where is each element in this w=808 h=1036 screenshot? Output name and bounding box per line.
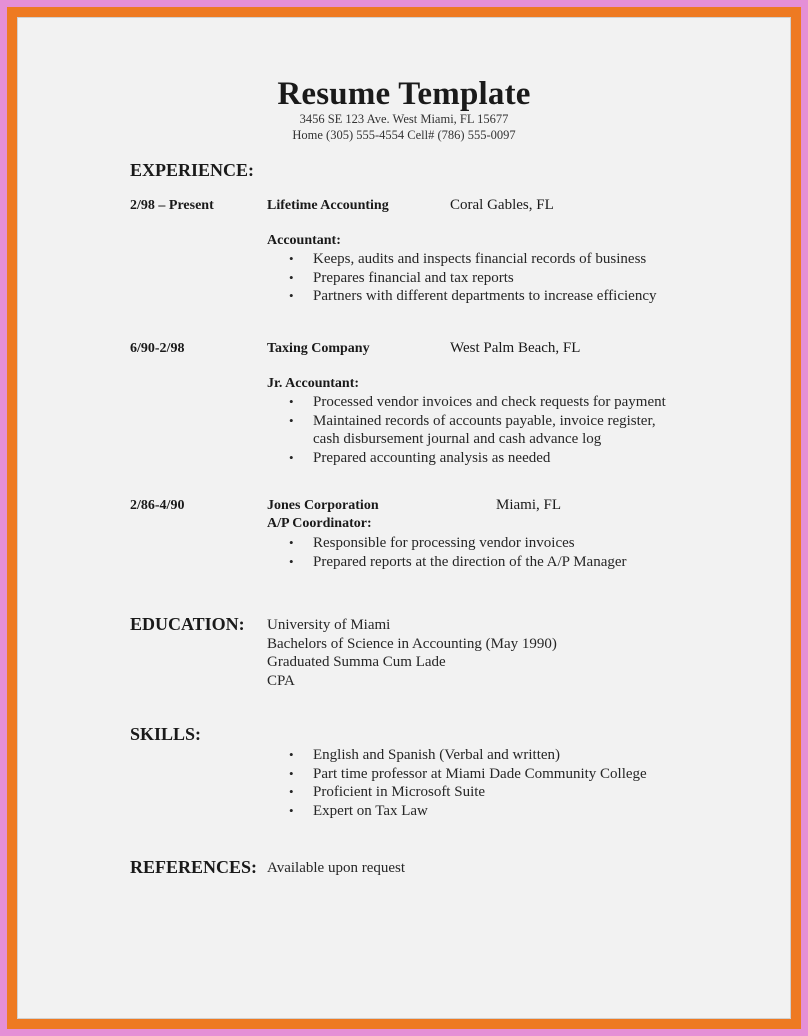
job-1-location: Coral Gables, FL [450,197,554,213]
skills-list [289,746,647,820]
skills-heading: SKILLS: [130,724,202,744]
job-3-role: A/P Coordinator: [267,516,372,531]
list-item: CPA [267,672,295,689]
list-item: • Keeps, audits and inspects financial records of business [289,251,647,267]
page-title: Resume Template [277,76,531,112]
experience-heading: EXPERIENCE: [130,160,255,180]
list-item: • Prepared accounting analysis as needed [289,449,551,466]
list-item: • Part time professor at Miami Dade Community College [289,765,647,782]
list-item: cash disbursement journal and cash advance log [313,431,602,447]
references-heading: REFERENCES: [130,857,258,877]
resume-page [17,17,791,1019]
list-item: • Proficient in Microsoft Suite [289,784,486,800]
list-item: University of Miami [267,617,391,633]
education-heading: EDUCATION: [130,614,245,634]
education-lines [267,616,557,690]
list-item: • Processed vendor invoices and check requests for payment [289,394,666,410]
address-line: 3456 SE 123 Ave. West Miami, FL 15677 [299,112,509,126]
job-3-bullets [289,534,627,571]
references-text: Available upon request [267,860,406,876]
job-2-location: West Palm Beach, FL [450,340,581,356]
list-item: • Maintained records of accounts payable, invoice register, [289,412,656,429]
job-2-role: Jr. Accountant: [267,376,360,391]
list-item: Bachelors of Science in Accounting (May 1990) [267,635,557,652]
job-3-company: Jones Corporation [267,498,379,513]
job-1-dates: 2/98 – Present [130,198,214,213]
list-item: • English and Spanish (Verbal and written) [289,747,561,763]
list-item: • Prepares financial and tax reports [289,269,514,286]
list-item: Graduated Summa Cum Lade [267,654,446,670]
job-1-role: Accountant: [267,233,341,248]
list-item: • Prepared reports at the direction of the A/P Manager [289,553,627,570]
list-item: • Expert on Tax Law [289,802,428,819]
list-item: • Responsible for processing vendor invoices [289,535,575,551]
job-2-company: Taxing Company [267,341,370,356]
job-3-dates: 2/86-4/90 [130,498,185,513]
job-1-company: Lifetime Accounting [267,198,389,213]
list-item: • Partners with different departments to increase efficiency [289,288,657,304]
job-3-location: Miami, FL [496,497,562,513]
job-2-bullets [289,393,666,467]
job-2-dates: 6/90-2/98 [130,341,185,356]
job-1-bullets [289,250,657,306]
phone-line: Home (305) 555-4554 Cell# (786) 555-0097 [292,128,516,142]
